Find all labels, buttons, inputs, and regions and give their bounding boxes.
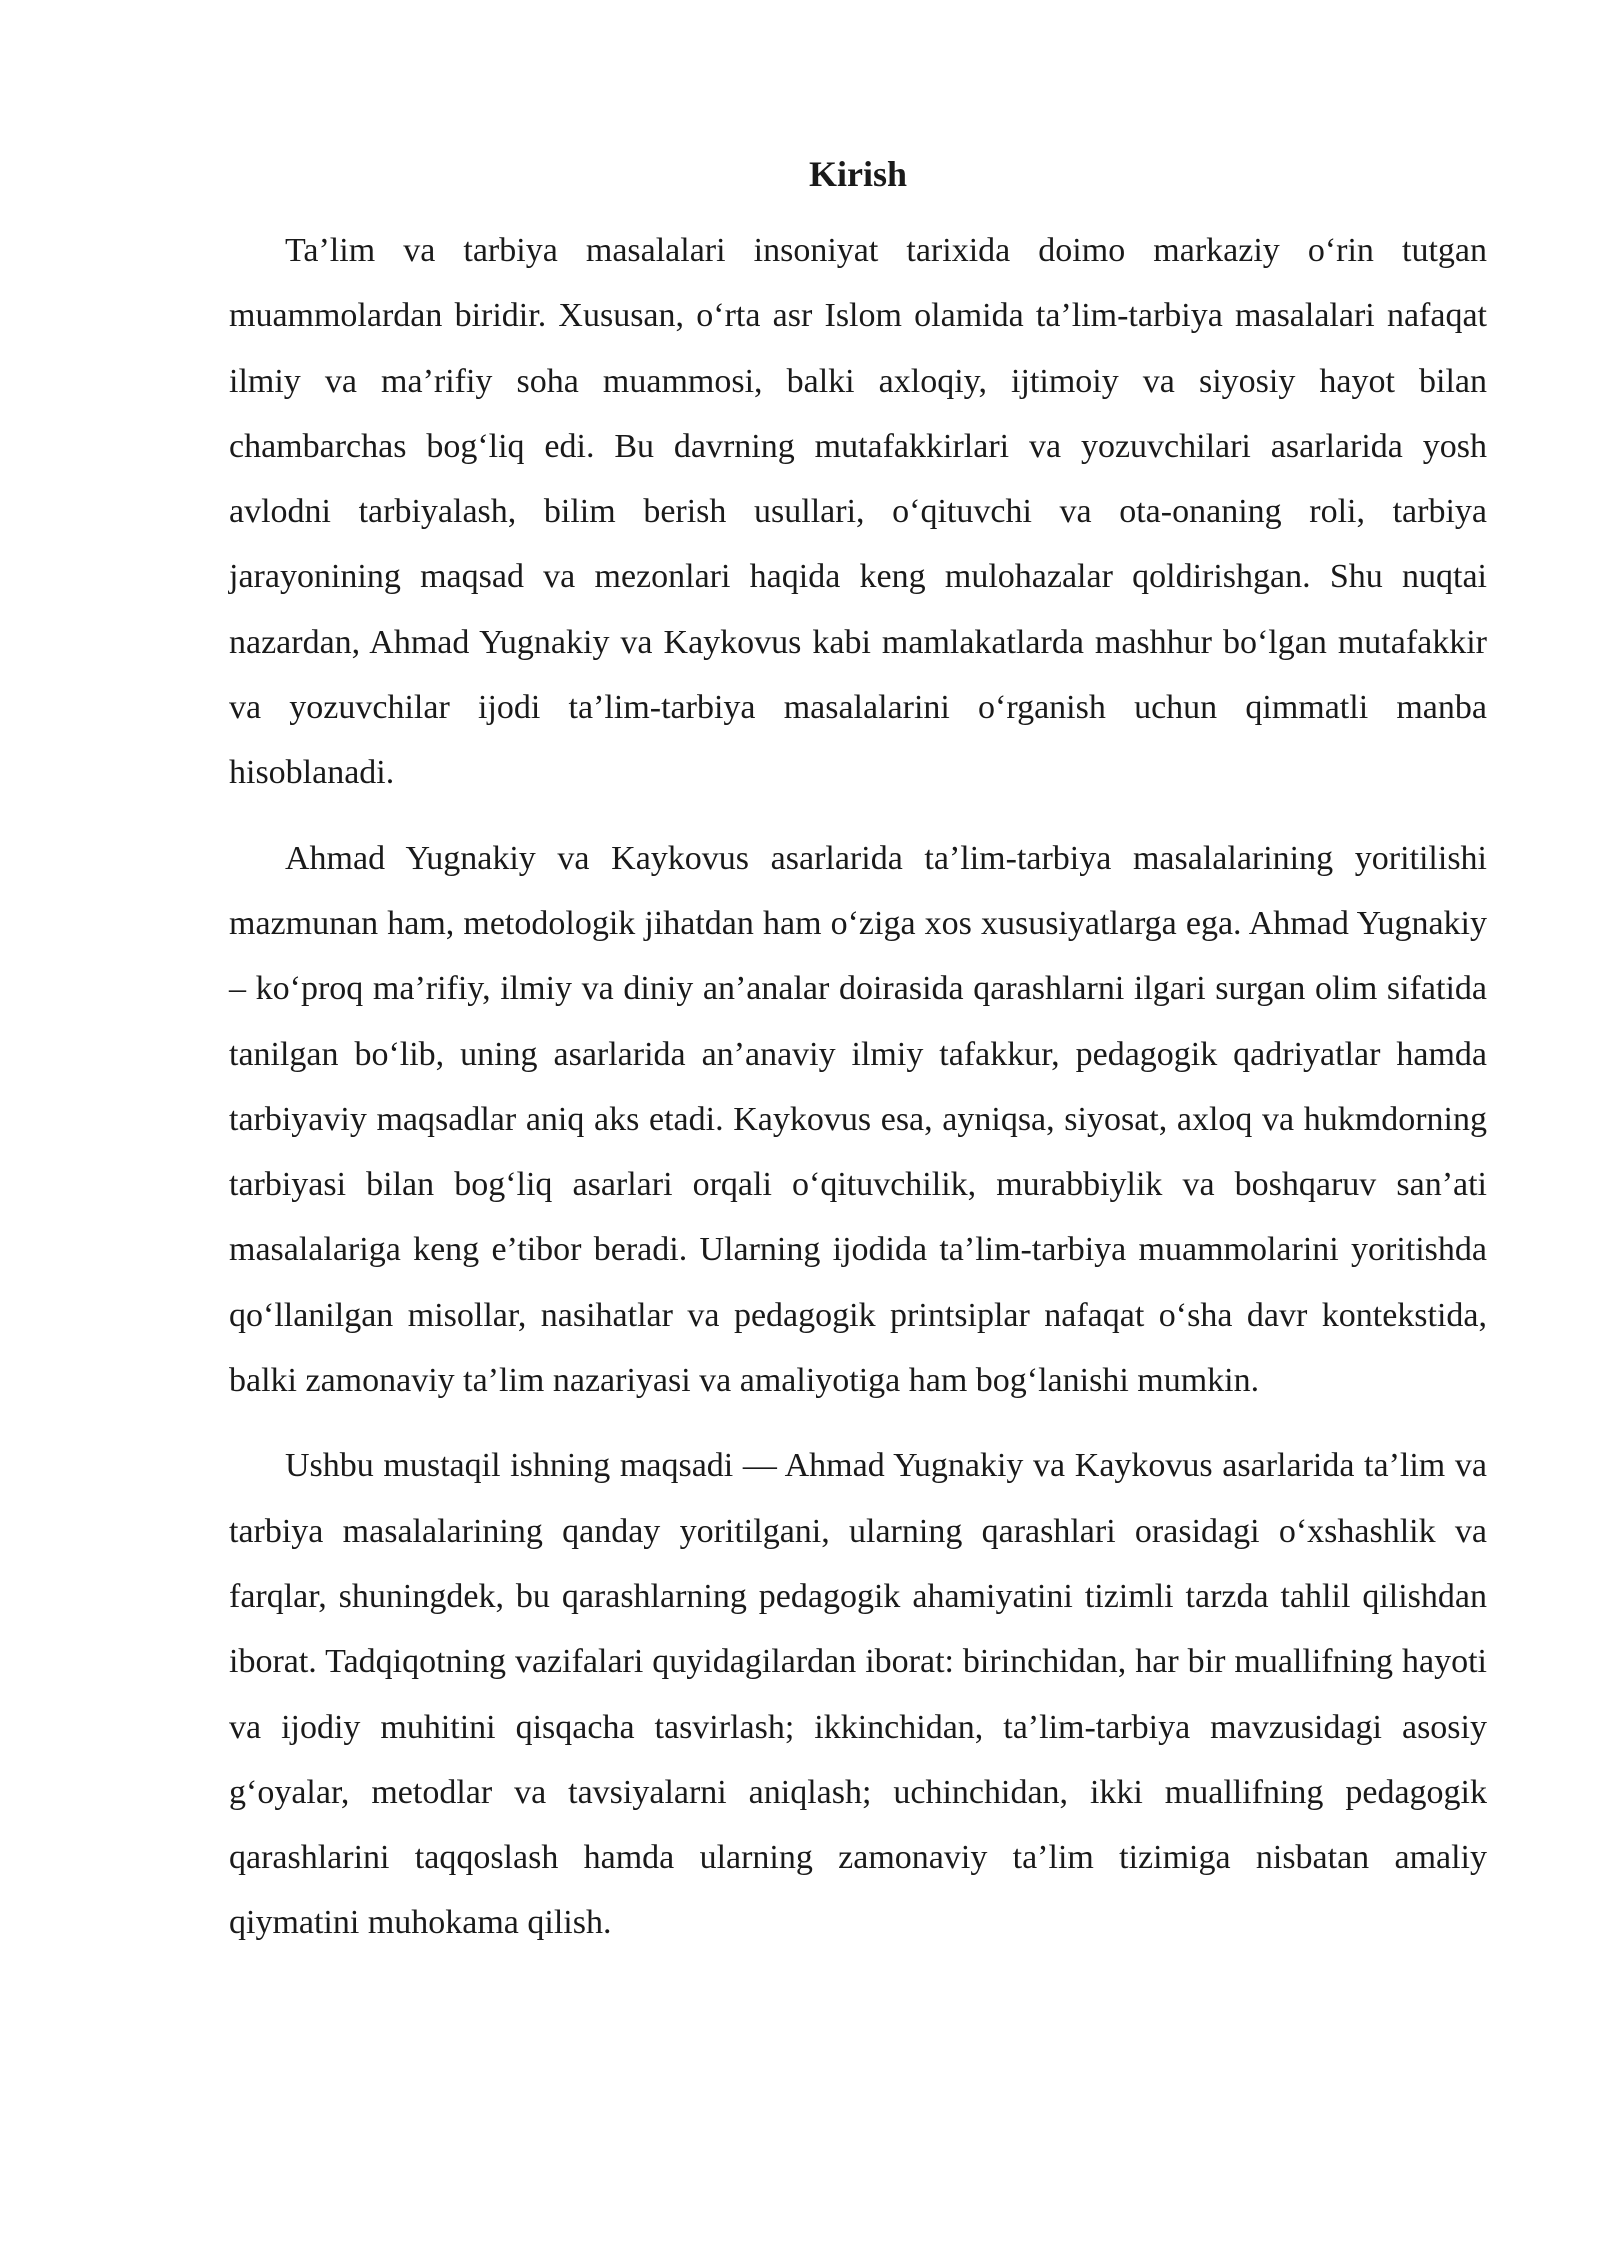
paragraph-intro: Ta’lim va tarbiya masalalari insoniyat tarixida doimo markaziy o‘rin tutgan muammolardan biridir. Xususan, o‘rta asr Islom olamida ta’lim-tarbiya masalalari nafaqat ilmiy va ma’rifiy soha muammosi, balki axloqiy, ijtimoiy va siyosiy hayot bilan chambarchas bog‘liq edi. Bu davrning mutafakkirlari va yozuvchilari asarlarida yosh avlodni tarbiyalash, bilim berish usullari, o‘qituvchi va ota-onaning roli, tarbiya jarayonining maqsad va mezonlari haqida keng mulohazalar qoldirishgan. Shu nuqtai nazardan, Ahmad Yugnakiy va Kaykovus kabi mamlakatlarda mashhur bo‘lgan mutafakkir va yozuvchilar ijodi ta’lim-tarbiya masalalarini o‘rganish uchun qimmatli manba hisoblanadi. bbox=[229, 232, 1487, 792]
document-page bbox=[229, 152, 1487, 1976]
paragraph-goal: Ushbu mustaqil ishning maqsadi — Ahmad Yugnakiy va Kaykovus asarlarida ta’lim va tarbiya masalalarining qanday yoritilgani, ularning qarashlari orasidagi o‘xshashlik va farqlar, shuningdek, bu qarashlarning pedagogik ahamiyatini tizimli tarzda tahlil qilishdan iborat. Tadqiqotning vazifalari quyidagilardan iborat: birinchidan, har bir muallifning hayoti va ijodiy muhitini qisqacha tasvirlash; ikkinchidan, ta’lim-tarbiya mavzusidagi asosiy g‘oyalar, metodlar va tavsiyalarni aniqlash; uchinchidan, ikki muallifning pedagogik qarashlarini taqqoslash hamda ularning zamonaviy ta’lim tizimiga nisbatan amaliy qiymatini muhokama qilish. bbox=[229, 1447, 1487, 1942]
page-title: Kirish bbox=[808, 154, 907, 194]
paragraph-authors: Ahmad Yugnakiy va Kaykovus asarlarida ta’lim-tarbiya masalalarining yoritilishi mazmunan ham, metodologik jihatdan ham o‘ziga xos xususiyatlarga ega. Ahmad Yugnakiy – ko‘proq ma’rifiy, ilmiy va diniy an’analar doirasida qarashlarni ilgari surgan olim sifatida tanilgan bo‘lib, uning asarlarida an’anaviy ilmiy tafakkur, pedagogik qadriyatlar hamda tarbiyaviy maqsadlar aniq aks etadi. Kaykovus esa, ayniqsa, siyosat, axloq va hukmdorning tarbiyasi bilan bog‘liq asarlari orqali o‘qituvchilik, murabbiylik va boshqaruv san’ati masalalariga keng e’tibor beradi. Ularning ijodida ta’lim-tarbiya muammolarini yoritishda qo‘llanilgan misollar, nasihatlar va pedagogik printsiplar nafaqat o‘sha davr kontekstida, balki zamonaviy ta’lim nazariyasi va amaliyotiga ham bog‘lanishi mumkin. bbox=[229, 839, 1487, 1400]
